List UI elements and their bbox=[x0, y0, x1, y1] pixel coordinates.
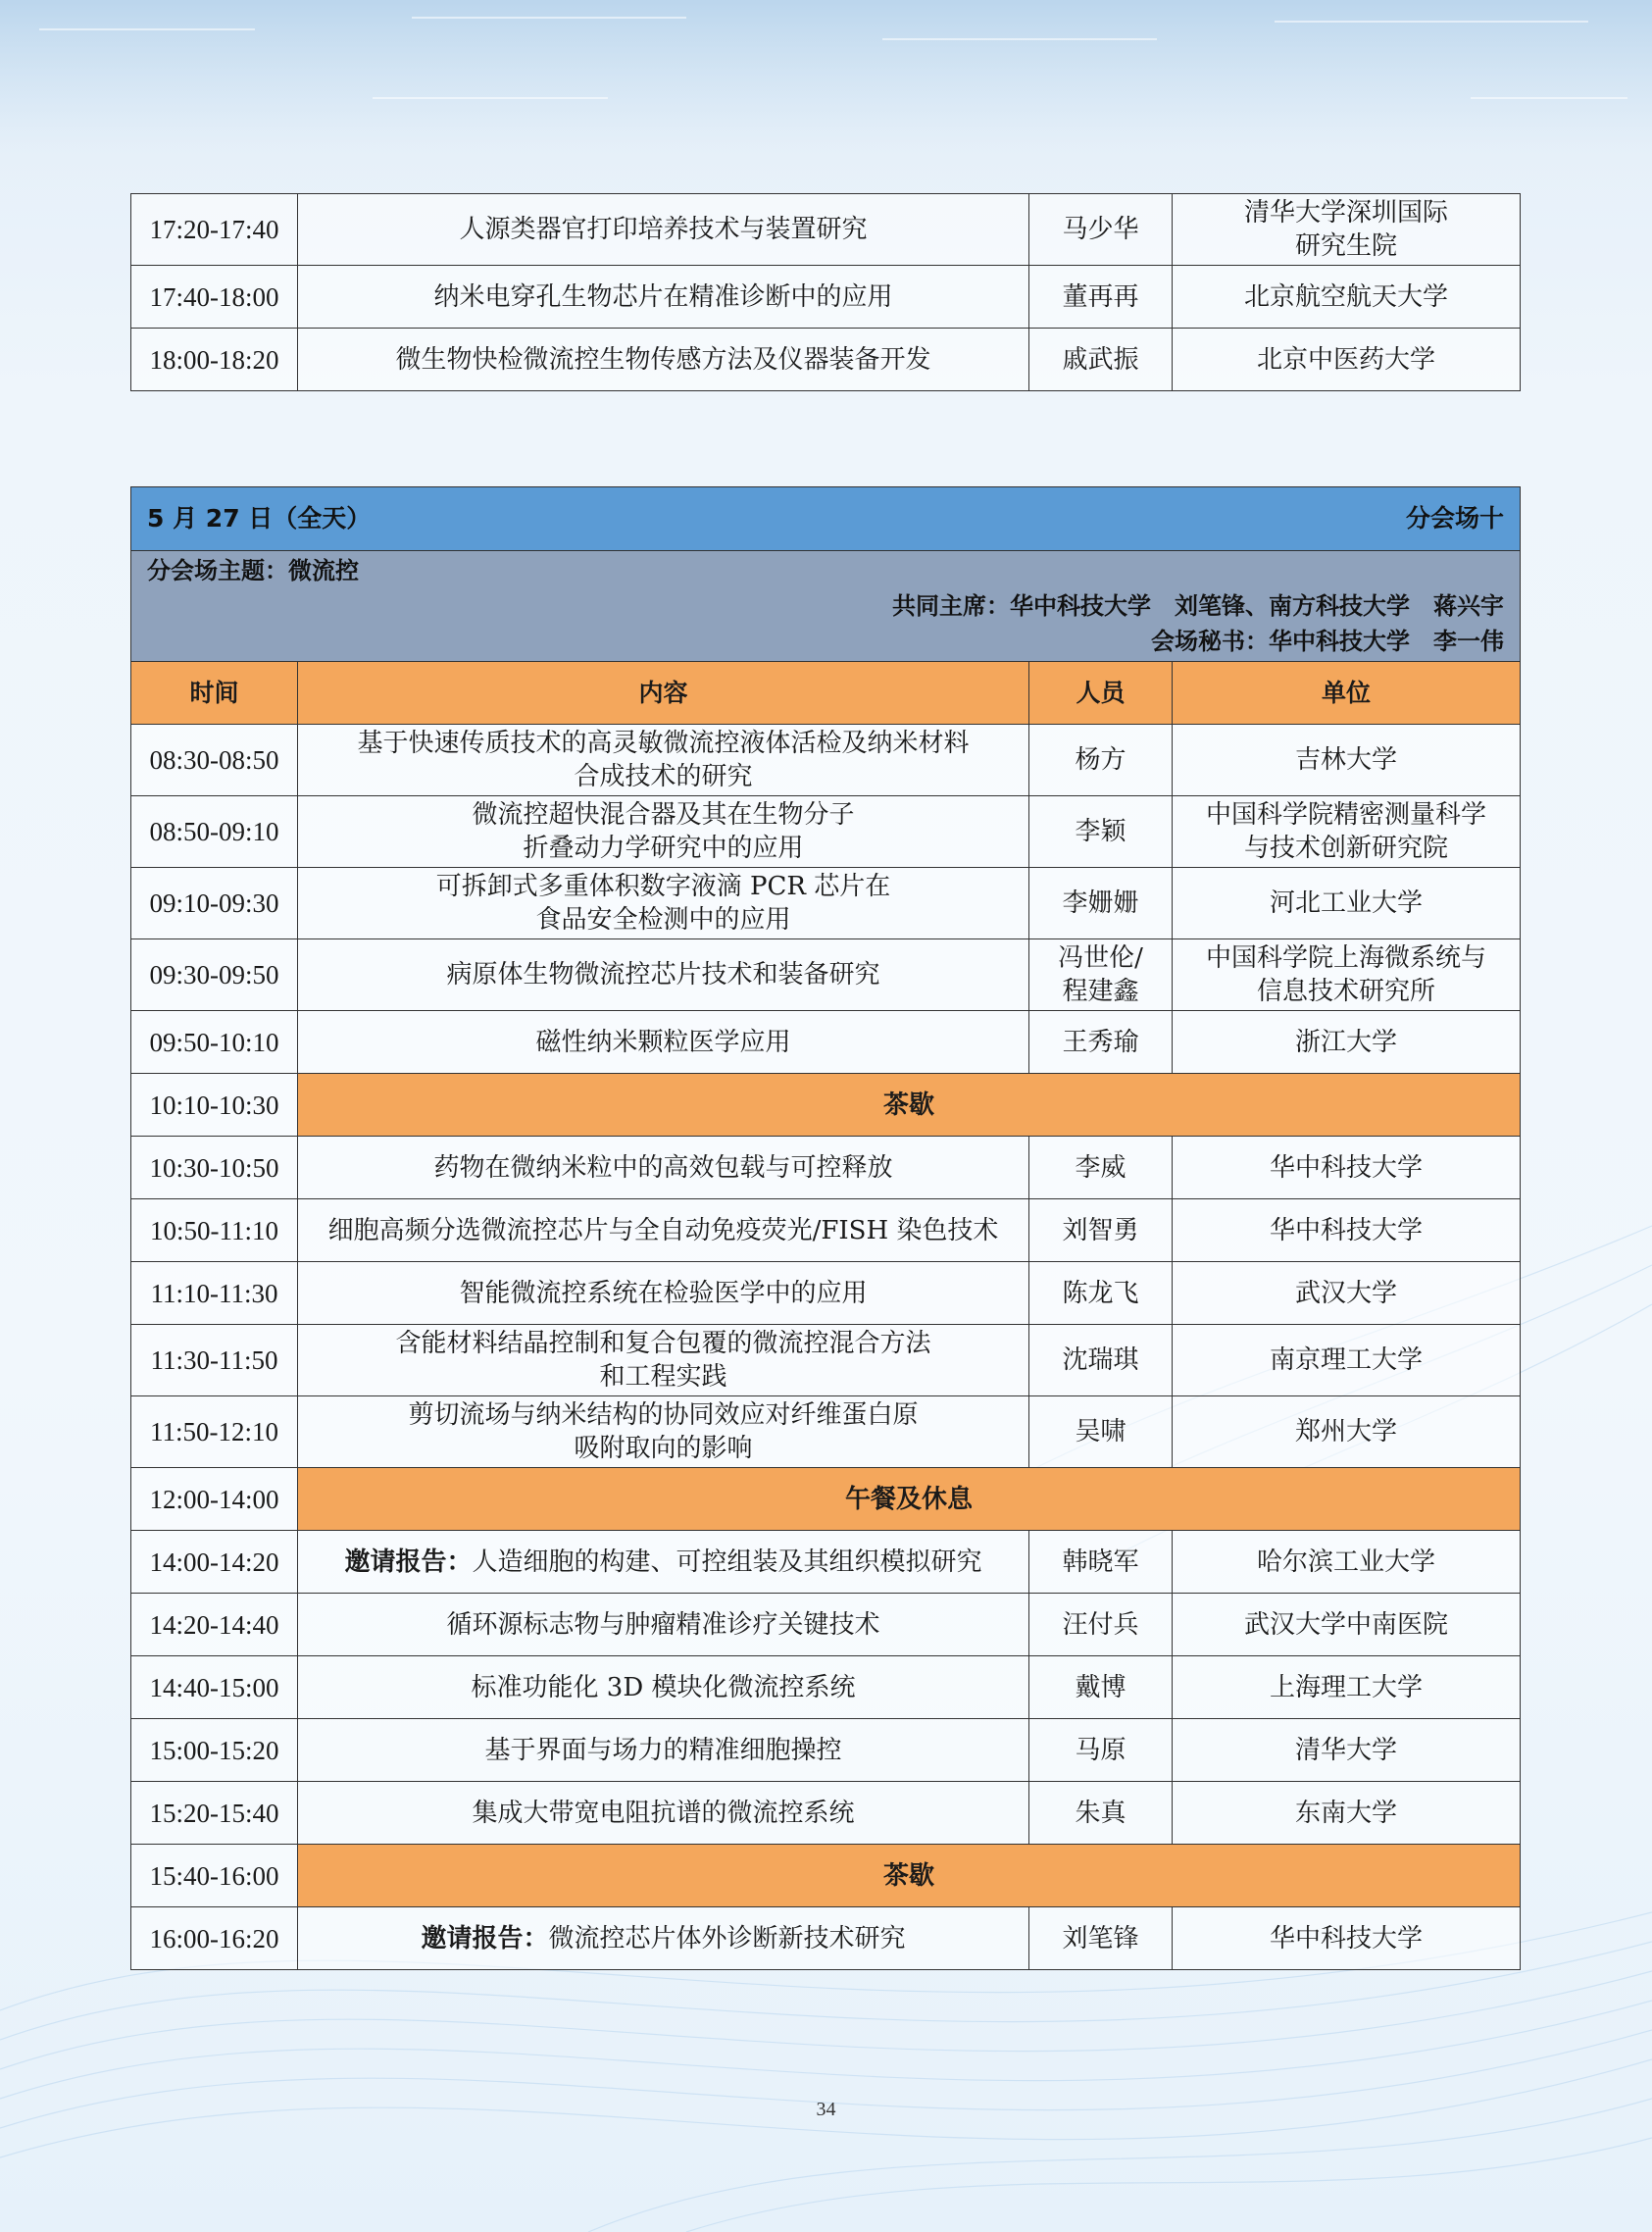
unit-cell bbox=[1173, 1719, 1521, 1782]
cell-line: 马原 bbox=[1075, 1735, 1126, 1765]
unit-cell bbox=[1173, 1907, 1521, 1970]
content-cell bbox=[298, 1396, 1029, 1468]
person-cell bbox=[1029, 1531, 1173, 1594]
break-row bbox=[131, 1845, 1521, 1907]
unit-cell bbox=[1173, 1396, 1521, 1468]
cell-line: 含能材料结晶控制和复合包覆的微流控混合方法 bbox=[395, 1329, 931, 1358]
invited-report-label: 邀请报告： bbox=[421, 1923, 549, 1953]
person-cell bbox=[1029, 1325, 1173, 1396]
table-row bbox=[131, 1656, 1521, 1719]
cell-line: 郑州大学 bbox=[1294, 1417, 1397, 1446]
cell-line: 冯世伦/ bbox=[1058, 943, 1143, 973]
content-cell bbox=[298, 1325, 1029, 1396]
cell-line: 病原体生物微流控芯片技术和装备研究 bbox=[446, 960, 880, 989]
time-cell: 17:20-17:40 bbox=[131, 194, 298, 266]
unit-cell bbox=[1173, 939, 1521, 1011]
cell-line: 华中科技大学 bbox=[1269, 1215, 1423, 1245]
content-cell bbox=[298, 1594, 1029, 1656]
person-cell bbox=[1029, 1782, 1173, 1845]
table-row bbox=[131, 796, 1521, 868]
cell-line: 循环源标志物与肿瘤精准诊疗关键技术 bbox=[446, 1609, 880, 1640]
cell-line: 东南大学 bbox=[1294, 1798, 1397, 1828]
unit-cell bbox=[1173, 1594, 1521, 1656]
header-person: 人员 bbox=[1029, 662, 1173, 725]
unit-cell bbox=[1173, 194, 1521, 266]
cell-line: 马少华 bbox=[1062, 215, 1139, 244]
cell-line: 武汉大学 bbox=[1294, 1278, 1397, 1308]
session-date-row bbox=[131, 487, 1521, 551]
time-cell: 09:10-09:30 bbox=[131, 868, 298, 939]
time-cell: 09:30-09:50 bbox=[131, 939, 298, 1011]
time-cell: 15:00-15:20 bbox=[131, 1719, 298, 1782]
unit-cell bbox=[1173, 725, 1521, 796]
cell-line: 杨方 bbox=[1075, 745, 1126, 775]
person-cell bbox=[1029, 1262, 1173, 1325]
table-row bbox=[131, 1396, 1521, 1468]
cell-line: 李姗姗 bbox=[1062, 888, 1139, 918]
cell-line: 李威 bbox=[1075, 1152, 1126, 1183]
person-cell bbox=[1029, 329, 1173, 391]
content-cell bbox=[298, 1907, 1029, 1970]
time-cell: 16:00-16:20 bbox=[131, 1907, 298, 1970]
session-date: 5 月 27 日（全天） bbox=[147, 504, 372, 533]
table-row bbox=[131, 1325, 1521, 1396]
unit-cell bbox=[1173, 1782, 1521, 1845]
person-cell bbox=[1029, 1199, 1173, 1262]
content-cell bbox=[298, 1782, 1029, 1845]
cell-line: 李颖 bbox=[1075, 817, 1126, 846]
table-row bbox=[131, 266, 1521, 329]
table-row bbox=[131, 1907, 1521, 1970]
content-cell bbox=[298, 1199, 1029, 1262]
unit-cell bbox=[1173, 868, 1521, 939]
time-cell: 10:30-10:50 bbox=[131, 1137, 298, 1199]
table-row bbox=[131, 1531, 1521, 1594]
time-cell: 18:00-18:20 bbox=[131, 329, 298, 391]
cell-line: 沈瑞琪 bbox=[1062, 1345, 1139, 1375]
time-cell: 17:40-18:00 bbox=[131, 266, 298, 329]
session-secretary: 会场秘书：华中科技大学 李一伟 bbox=[1151, 628, 1504, 655]
previous-session-table bbox=[130, 193, 1521, 391]
person-cell bbox=[1029, 725, 1173, 796]
cell-line: 朱真 bbox=[1075, 1798, 1126, 1828]
cell-line: 北京航空航天大学 bbox=[1243, 281, 1448, 312]
person-cell bbox=[1029, 1719, 1173, 1782]
time-cell: 15:40-16:00 bbox=[131, 1845, 298, 1907]
table-row bbox=[131, 1262, 1521, 1325]
break-label: 茶歇 bbox=[298, 1074, 1521, 1137]
person-cell bbox=[1029, 1011, 1173, 1074]
break-label: 午餐及休息 bbox=[298, 1468, 1521, 1531]
page-number: 34 bbox=[816, 2099, 836, 2120]
table-row bbox=[131, 939, 1521, 1011]
unit-cell bbox=[1173, 266, 1521, 329]
content-cell bbox=[298, 1531, 1029, 1594]
cell-line: 人源类器官打印培养技术与装置研究 bbox=[459, 215, 868, 244]
cell-line: 基于界面与场力的精准细胞操控 bbox=[484, 1735, 842, 1765]
content-cell bbox=[298, 725, 1029, 796]
unit-cell bbox=[1173, 1199, 1521, 1262]
cell-line: 剪切流场与纳米结构的协同效应对纤维蛋白原 bbox=[408, 1400, 919, 1430]
content-cell bbox=[298, 1656, 1029, 1719]
time-cell: 08:30-08:50 bbox=[131, 725, 298, 796]
cell-line: 戚武振 bbox=[1062, 344, 1139, 375]
time-cell: 14:00-14:20 bbox=[131, 1531, 298, 1594]
cell-line: 磁性纳米颗粒医学应用 bbox=[535, 1027, 791, 1057]
cell-line: 武汉大学中南医院 bbox=[1243, 1609, 1448, 1640]
time-cell: 10:10-10:30 bbox=[131, 1074, 298, 1137]
cell-line: 集成大带宽电阻抗谱的微流控系统 bbox=[472, 1798, 855, 1828]
table-row bbox=[131, 1782, 1521, 1845]
time-cell: 10:50-11:10 bbox=[131, 1199, 298, 1262]
content-cell bbox=[298, 796, 1029, 868]
cell-line: 药物在微纳米粒中的高效包载与可控释放 bbox=[433, 1152, 893, 1183]
person-cell bbox=[1029, 1396, 1173, 1468]
cell-line: 食品安全检测中的应用 bbox=[535, 905, 791, 935]
cell-line: 和工程实践 bbox=[599, 1362, 727, 1392]
unit-cell bbox=[1173, 1137, 1521, 1199]
cell-line: 中国科学院精密测量科学 bbox=[1205, 800, 1486, 830]
person-cell bbox=[1029, 868, 1173, 939]
table-row bbox=[131, 725, 1521, 796]
cell-line: 清华大学深圳国际 bbox=[1243, 198, 1448, 228]
unit-cell bbox=[1173, 1262, 1521, 1325]
content-cell bbox=[298, 194, 1029, 266]
content-cell bbox=[298, 1719, 1029, 1782]
cell-line: 上海理工大学 bbox=[1269, 1672, 1423, 1702]
cell-line: 河北工业大学 bbox=[1269, 888, 1423, 918]
time-cell: 14:40-15:00 bbox=[131, 1656, 298, 1719]
cell-line: 智能微流控系统在检验医学中的应用 bbox=[459, 1278, 868, 1308]
session-ten-table bbox=[130, 486, 1521, 1970]
session-chairs: 共同主席：华中科技大学 刘笔锋、南方科技大学 蒋兴宇 bbox=[892, 592, 1504, 620]
cell-line: 程建鑫 bbox=[1062, 977, 1139, 1006]
table-row bbox=[131, 868, 1521, 939]
cell-line: 中国科学院上海微系统与 bbox=[1205, 943, 1486, 973]
cell-line: 基于快速传质技术的高灵敏微流控液体活检及纳米材料 bbox=[357, 729, 970, 758]
unit-cell bbox=[1173, 796, 1521, 868]
person-cell bbox=[1029, 1594, 1173, 1656]
cell-line: 戴博 bbox=[1075, 1672, 1126, 1702]
cell-line: 微生物快检微流控生物传感方法及仪器装备开发 bbox=[395, 344, 931, 375]
unit-cell bbox=[1173, 329, 1521, 391]
cell-line: 陈龙飞 bbox=[1062, 1278, 1139, 1308]
time-cell: 15:20-15:40 bbox=[131, 1782, 298, 1845]
table-row bbox=[131, 329, 1521, 391]
invited-report-label: 邀请报告： bbox=[344, 1547, 473, 1577]
person-cell bbox=[1029, 796, 1173, 868]
cell-line: 可拆卸式多重体积数字液滴 PCR 芯片在 bbox=[435, 872, 891, 901]
cell-line: 刘智勇 bbox=[1062, 1215, 1139, 1245]
content-cell bbox=[298, 1011, 1029, 1074]
unit-cell bbox=[1173, 1531, 1521, 1594]
cell-line: 标准功能化 3D 模块化微流控系统 bbox=[471, 1672, 856, 1702]
content-cell bbox=[298, 266, 1029, 329]
content-cell bbox=[298, 868, 1029, 939]
time-cell: 08:50-09:10 bbox=[131, 796, 298, 868]
session-info-row bbox=[131, 551, 1521, 662]
cell-line: 吉林大学 bbox=[1294, 745, 1397, 775]
cell-line: 哈尔滨工业大学 bbox=[1256, 1547, 1435, 1577]
cell-line: 华中科技大学 bbox=[1269, 1923, 1423, 1953]
content-cell bbox=[298, 329, 1029, 391]
cell-line: 清华大学 bbox=[1294, 1735, 1397, 1765]
header-content: 内容 bbox=[298, 662, 1029, 725]
content-cell bbox=[298, 939, 1029, 1011]
time-cell: 12:00-14:00 bbox=[131, 1468, 298, 1531]
cell-line: 纳米电穿孔生物芯片在精准诊断中的应用 bbox=[433, 281, 893, 312]
cell-line: 北京中医药大学 bbox=[1256, 344, 1435, 375]
cell-line: 华中科技大学 bbox=[1269, 1152, 1423, 1183]
session-name: 分会场十 bbox=[1405, 504, 1504, 533]
unit-cell bbox=[1173, 1325, 1521, 1396]
time-cell: 11:50-12:10 bbox=[131, 1396, 298, 1468]
cell-line: 刘笔锋 bbox=[1062, 1923, 1139, 1953]
cell-line: 微流控超快混合器及其在生物分子 bbox=[472, 800, 855, 830]
time-cell: 11:10-11:30 bbox=[131, 1262, 298, 1325]
cell-line: 与技术创新研究院 bbox=[1243, 834, 1448, 863]
time-cell: 14:20-14:40 bbox=[131, 1594, 298, 1656]
person-cell bbox=[1029, 1137, 1173, 1199]
table-row bbox=[131, 1594, 1521, 1656]
content-cell bbox=[298, 1137, 1029, 1199]
table-row bbox=[131, 1137, 1521, 1199]
cell-line: 董再再 bbox=[1062, 281, 1139, 312]
content-cell bbox=[298, 1262, 1029, 1325]
person-cell bbox=[1029, 939, 1173, 1011]
cell-line: 信息技术研究所 bbox=[1256, 977, 1435, 1006]
content-text: 微流控芯片体外诊断新技术研究 bbox=[548, 1923, 906, 1953]
cell-line: 汪付兵 bbox=[1062, 1609, 1139, 1640]
content-text: 人造细胞的构建、可控组装及其组织模拟研究 bbox=[472, 1547, 982, 1577]
cell-line: 吸附取向的影响 bbox=[574, 1434, 753, 1463]
time-cell: 09:50-10:10 bbox=[131, 1011, 298, 1074]
cell-line: 浙江大学 bbox=[1294, 1027, 1397, 1057]
table-row bbox=[131, 1719, 1521, 1782]
person-cell bbox=[1029, 266, 1173, 329]
header-unit: 单位 bbox=[1173, 662, 1521, 725]
table-row bbox=[131, 1199, 1521, 1262]
cell-line: 细胞高频分选微流控芯片与全自动免疫荧光/FISH 染色技术 bbox=[327, 1215, 999, 1245]
break-row bbox=[131, 1468, 1521, 1531]
break-row bbox=[131, 1074, 1521, 1137]
unit-cell bbox=[1173, 1656, 1521, 1719]
cell-line: 南京理工大学 bbox=[1269, 1345, 1423, 1375]
cell-line: 韩晓军 bbox=[1062, 1547, 1139, 1577]
cell-line: 研究生院 bbox=[1294, 231, 1397, 261]
unit-cell bbox=[1173, 1011, 1521, 1074]
table-row bbox=[131, 1011, 1521, 1074]
person-cell bbox=[1029, 1907, 1173, 1970]
person-cell bbox=[1029, 194, 1173, 266]
cell-line: 合成技术的研究 bbox=[574, 762, 753, 791]
time-cell: 11:30-11:50 bbox=[131, 1325, 298, 1396]
cell-line: 吴啸 bbox=[1075, 1417, 1126, 1446]
cell-line: 折叠动力学研究中的应用 bbox=[523, 834, 804, 863]
header-time: 时间 bbox=[131, 662, 298, 725]
person-cell bbox=[1029, 1656, 1173, 1719]
cell-line: 王秀瑜 bbox=[1062, 1027, 1139, 1057]
column-header-row bbox=[131, 662, 1521, 725]
break-label: 茶歇 bbox=[298, 1845, 1521, 1907]
table-row bbox=[131, 194, 1521, 266]
session-theme: 分会场主题：微流控 bbox=[147, 557, 359, 584]
